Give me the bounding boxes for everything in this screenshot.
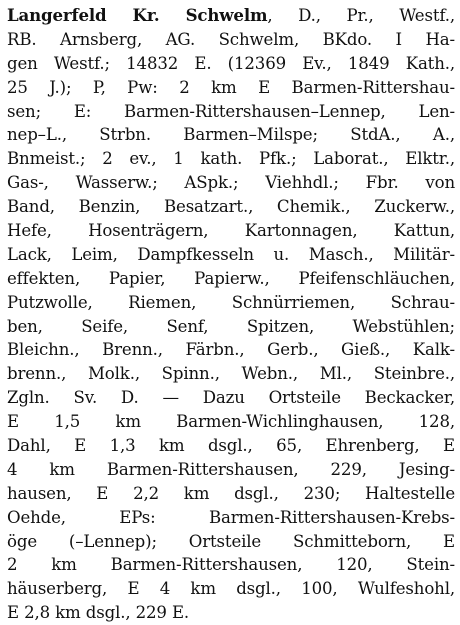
entry-line [7, 4, 455, 28]
entry-line: Putzwolle, Riemen, Schnürriemen, Schrau- [7, 292, 455, 312]
entry-line: hausen, E 2,2 km dsgl., 230; Haltestelle [7, 483, 455, 503]
entry-line: Dahl, E 1,3 km dsgl., 65, Ehrenberg, E [7, 436, 455, 456]
entry-line: effekten, Papier, Papierw., Pfeifenschläuchen, [7, 268, 455, 288]
entry-line: Bleichn., Brenn., Färbn., Gerb., Gieß., Kalk- [7, 340, 455, 360]
entry-line: ben, Seife, Senf, Spitzen, Webstühlen; [7, 316, 455, 336]
entry-line: 25 J.); P, Pw: 2 km E Barmen-Rittershau- [7, 77, 455, 97]
entry-line: Zgln. Sv. D. — Dazu Ortsteile Beckacker, [7, 388, 455, 408]
entry-line: Hefe, Hosenträgern, Kartonnagen, Kattun, [7, 221, 455, 241]
entry-line-text: , D., Pr., Westf., [267, 6, 455, 25]
entry-line-last: E 2,8 km dsgl., 229 E. [7, 603, 190, 623]
gazetteer-entry [7, 4, 455, 625]
entry-line: häuserberg, E 4 km dsgl., 100, Wulfeshohl, [7, 579, 455, 599]
entry-headword: Langerfeld Kr. Schwelm [7, 5, 268, 25]
entry-line: Bnmeist.; 2 ev., 1 kath. Pfk.; Laborat., Elktr., [7, 149, 455, 169]
entry-line: gen Westf.; 14832 E. (12369 Ev., 1849 Kath., [7, 53, 455, 73]
entry-line: nep–L., Strbn. Barmen–Milspe; StdA., A., [7, 125, 455, 145]
entry-line: 4 km Barmen-Rittershausen, 229, Jesing- [7, 459, 455, 479]
entry-line: Band, Benzin, Besatzart., Chemik., Zuckerw., [7, 197, 455, 217]
entry-line: Oehde, EPs: Barmen-Rittershausen-Krebs- [7, 507, 455, 527]
entry-line: E 1,5 km Barmen-Wichlinghausen, 128, [7, 412, 455, 432]
entry-line: RB. Arnsberg, AG. Schwelm, BKdo. I Ha- [7, 29, 455, 49]
entry-line: 2 km Barmen-Rittershausen, 120, Stein- [7, 555, 455, 575]
entry-line: brenn., Molk., Spinn., Webn., Ml., Steinbre., [7, 364, 455, 384]
entry-line: Gas-, Wasserw.; ASpk.; Viehhdl.; Fbr. von [7, 173, 455, 193]
entry-line: öge (–Lennep); Ortsteile Schmitteborn, E [7, 531, 455, 551]
entry-line: Lack, Leim, Dampfkesseln u. Masch., Militär- [7, 244, 455, 264]
entry-line: sen; E: Barmen-Rittershausen–Lennep, Len- [7, 101, 455, 121]
